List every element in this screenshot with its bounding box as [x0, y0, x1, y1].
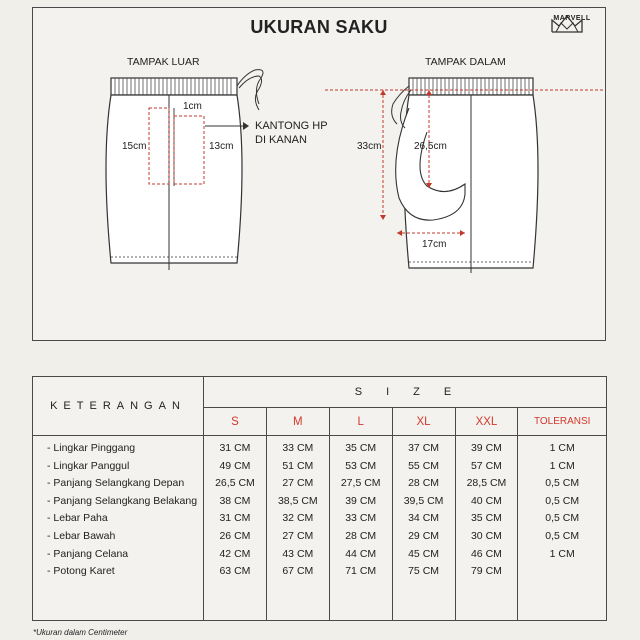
- row-names-column: [33, 436, 204, 621]
- size-s-column: [204, 436, 267, 621]
- cell-value: 43 CM: [282, 547, 314, 560]
- cell-value: 30 CM: [470, 529, 502, 542]
- footnote: *Ukuran dalam Centimeter: [33, 628, 128, 637]
- cell-value: 28,5 CM: [466, 477, 507, 490]
- outer-shorts: [106, 70, 263, 270]
- size-table: [33, 377, 606, 620]
- cell-value: 31 CM: [219, 512, 251, 525]
- cell-value: 53 CM: [345, 459, 377, 472]
- diagram-title: UKURAN SAKU: [250, 17, 388, 37]
- cell-value: 0,5 CM: [545, 494, 580, 507]
- cell-value: 39 CM: [470, 442, 502, 454]
- cell-value: 33 CM: [282, 442, 314, 454]
- cell-value: 67 CM: [282, 565, 314, 578]
- cell-value: 39 CM: [345, 494, 377, 507]
- column-header-xl: XL: [392, 408, 455, 436]
- row-name: - Lingkar Pinggang: [47, 442, 136, 454]
- brand-name: MARVELL: [553, 15, 591, 22]
- cell-value: 0,5 CM: [545, 529, 580, 542]
- cell-value: 29 CM: [408, 529, 440, 542]
- cell-value: 28 CM: [408, 477, 440, 490]
- cell-value: 33 CM: [345, 512, 377, 525]
- size-xxl-column: [455, 436, 518, 621]
- cell-value: 27,5 CM: [340, 477, 381, 490]
- outer-gap-label: 1cm: [183, 101, 202, 112]
- cell-value: 71 CM: [345, 565, 377, 578]
- cell-value: 75 CM: [408, 565, 440, 578]
- inner-total-height-label: 33cm: [357, 141, 382, 152]
- cell-value: 55 CM: [408, 459, 440, 472]
- cell-value: 32 CM: [282, 512, 314, 525]
- cell-value: 26,5 CM: [215, 477, 255, 490]
- cell-value: 1 CM: [549, 547, 575, 560]
- column-header-s: S: [204, 408, 267, 436]
- row-name: - Potong Karet: [47, 565, 115, 578]
- row-name: - Panjang Selangkang Depan: [47, 477, 185, 490]
- cell-value: 26 CM: [219, 529, 251, 542]
- cell-value: 42 CM: [219, 547, 251, 560]
- pocket-note-line1: KANTONG HP: [255, 120, 328, 132]
- cell-value: 28 CM: [345, 529, 377, 542]
- cell-value: 63 CM: [219, 565, 251, 578]
- size-l-column: [329, 436, 392, 621]
- cell-value: [518, 565, 606, 583]
- cell-value: 51 CM: [282, 459, 314, 472]
- cell-value: 0,5 CM: [545, 477, 580, 490]
- inner-pocket-width-label: 17cm: [422, 239, 447, 250]
- cell-value: 31 CM: [219, 442, 251, 454]
- shorts-drawing: [33, 8, 605, 340]
- cell-value: 34 CM: [408, 512, 440, 525]
- column-header-toleransi: TOLERANSI: [518, 408, 606, 436]
- row-name: - Panjang Selangkang Belakang: [47, 494, 198, 507]
- outer-right-height-label: 13cm: [209, 141, 234, 152]
- cell-value: 35 CM: [345, 442, 377, 454]
- cell-value: 35 CM: [470, 512, 502, 525]
- column-header-l: L: [329, 408, 392, 436]
- cell-value: 44 CM: [345, 547, 377, 560]
- cell-value: 37 CM: [408, 442, 440, 454]
- cell-value: 38,5 CM: [277, 494, 318, 507]
- cell-value: 39,5 CM: [403, 494, 444, 507]
- outer-view-label: TAMPAK LUAR: [127, 56, 200, 68]
- column-header-xxl: XXL: [455, 408, 518, 436]
- toleransi-column: [518, 436, 606, 621]
- cell-value: 49 CM: [219, 459, 251, 472]
- cell-value: 79 CM: [470, 565, 502, 578]
- row-name: - Lebar Bawah: [47, 529, 116, 542]
- label-header: KETERANGAN: [33, 377, 204, 436]
- size-m-column: [266, 436, 329, 621]
- outer-left-height-label: 15cm: [122, 141, 147, 152]
- inner-pocket-height-label: 26,5cm: [414, 141, 447, 152]
- column-header-m: M: [266, 408, 329, 436]
- size-xl-column: [392, 436, 455, 621]
- cell-value: 46 CM: [470, 547, 502, 560]
- cell-value: 38 CM: [219, 494, 251, 507]
- cell-value: 1 CM: [549, 459, 575, 472]
- row-name: - Lingkar Panggul: [47, 459, 130, 472]
- cell-value: 45 CM: [408, 547, 440, 560]
- row-name: - Panjang Celana: [47, 547, 129, 560]
- row-name: - Lebar Paha: [47, 512, 108, 525]
- inner-shorts: [392, 78, 538, 273]
- pocket-diagram-panel: [32, 7, 606, 341]
- cell-value: 0,5 CM: [545, 512, 580, 525]
- cell-value: 1 CM: [549, 442, 575, 454]
- pocket-note-line2: DI KANAN: [255, 134, 307, 146]
- cell-value: 27 CM: [282, 529, 314, 542]
- cell-value: 27 CM: [282, 477, 314, 490]
- inner-view-label: TAMPAK DALAM: [425, 56, 506, 68]
- size-chart-panel: [32, 376, 607, 621]
- cell-value: 40 CM: [470, 494, 502, 507]
- cell-value: 57 CM: [470, 459, 502, 472]
- size-header: SIZE: [204, 377, 607, 408]
